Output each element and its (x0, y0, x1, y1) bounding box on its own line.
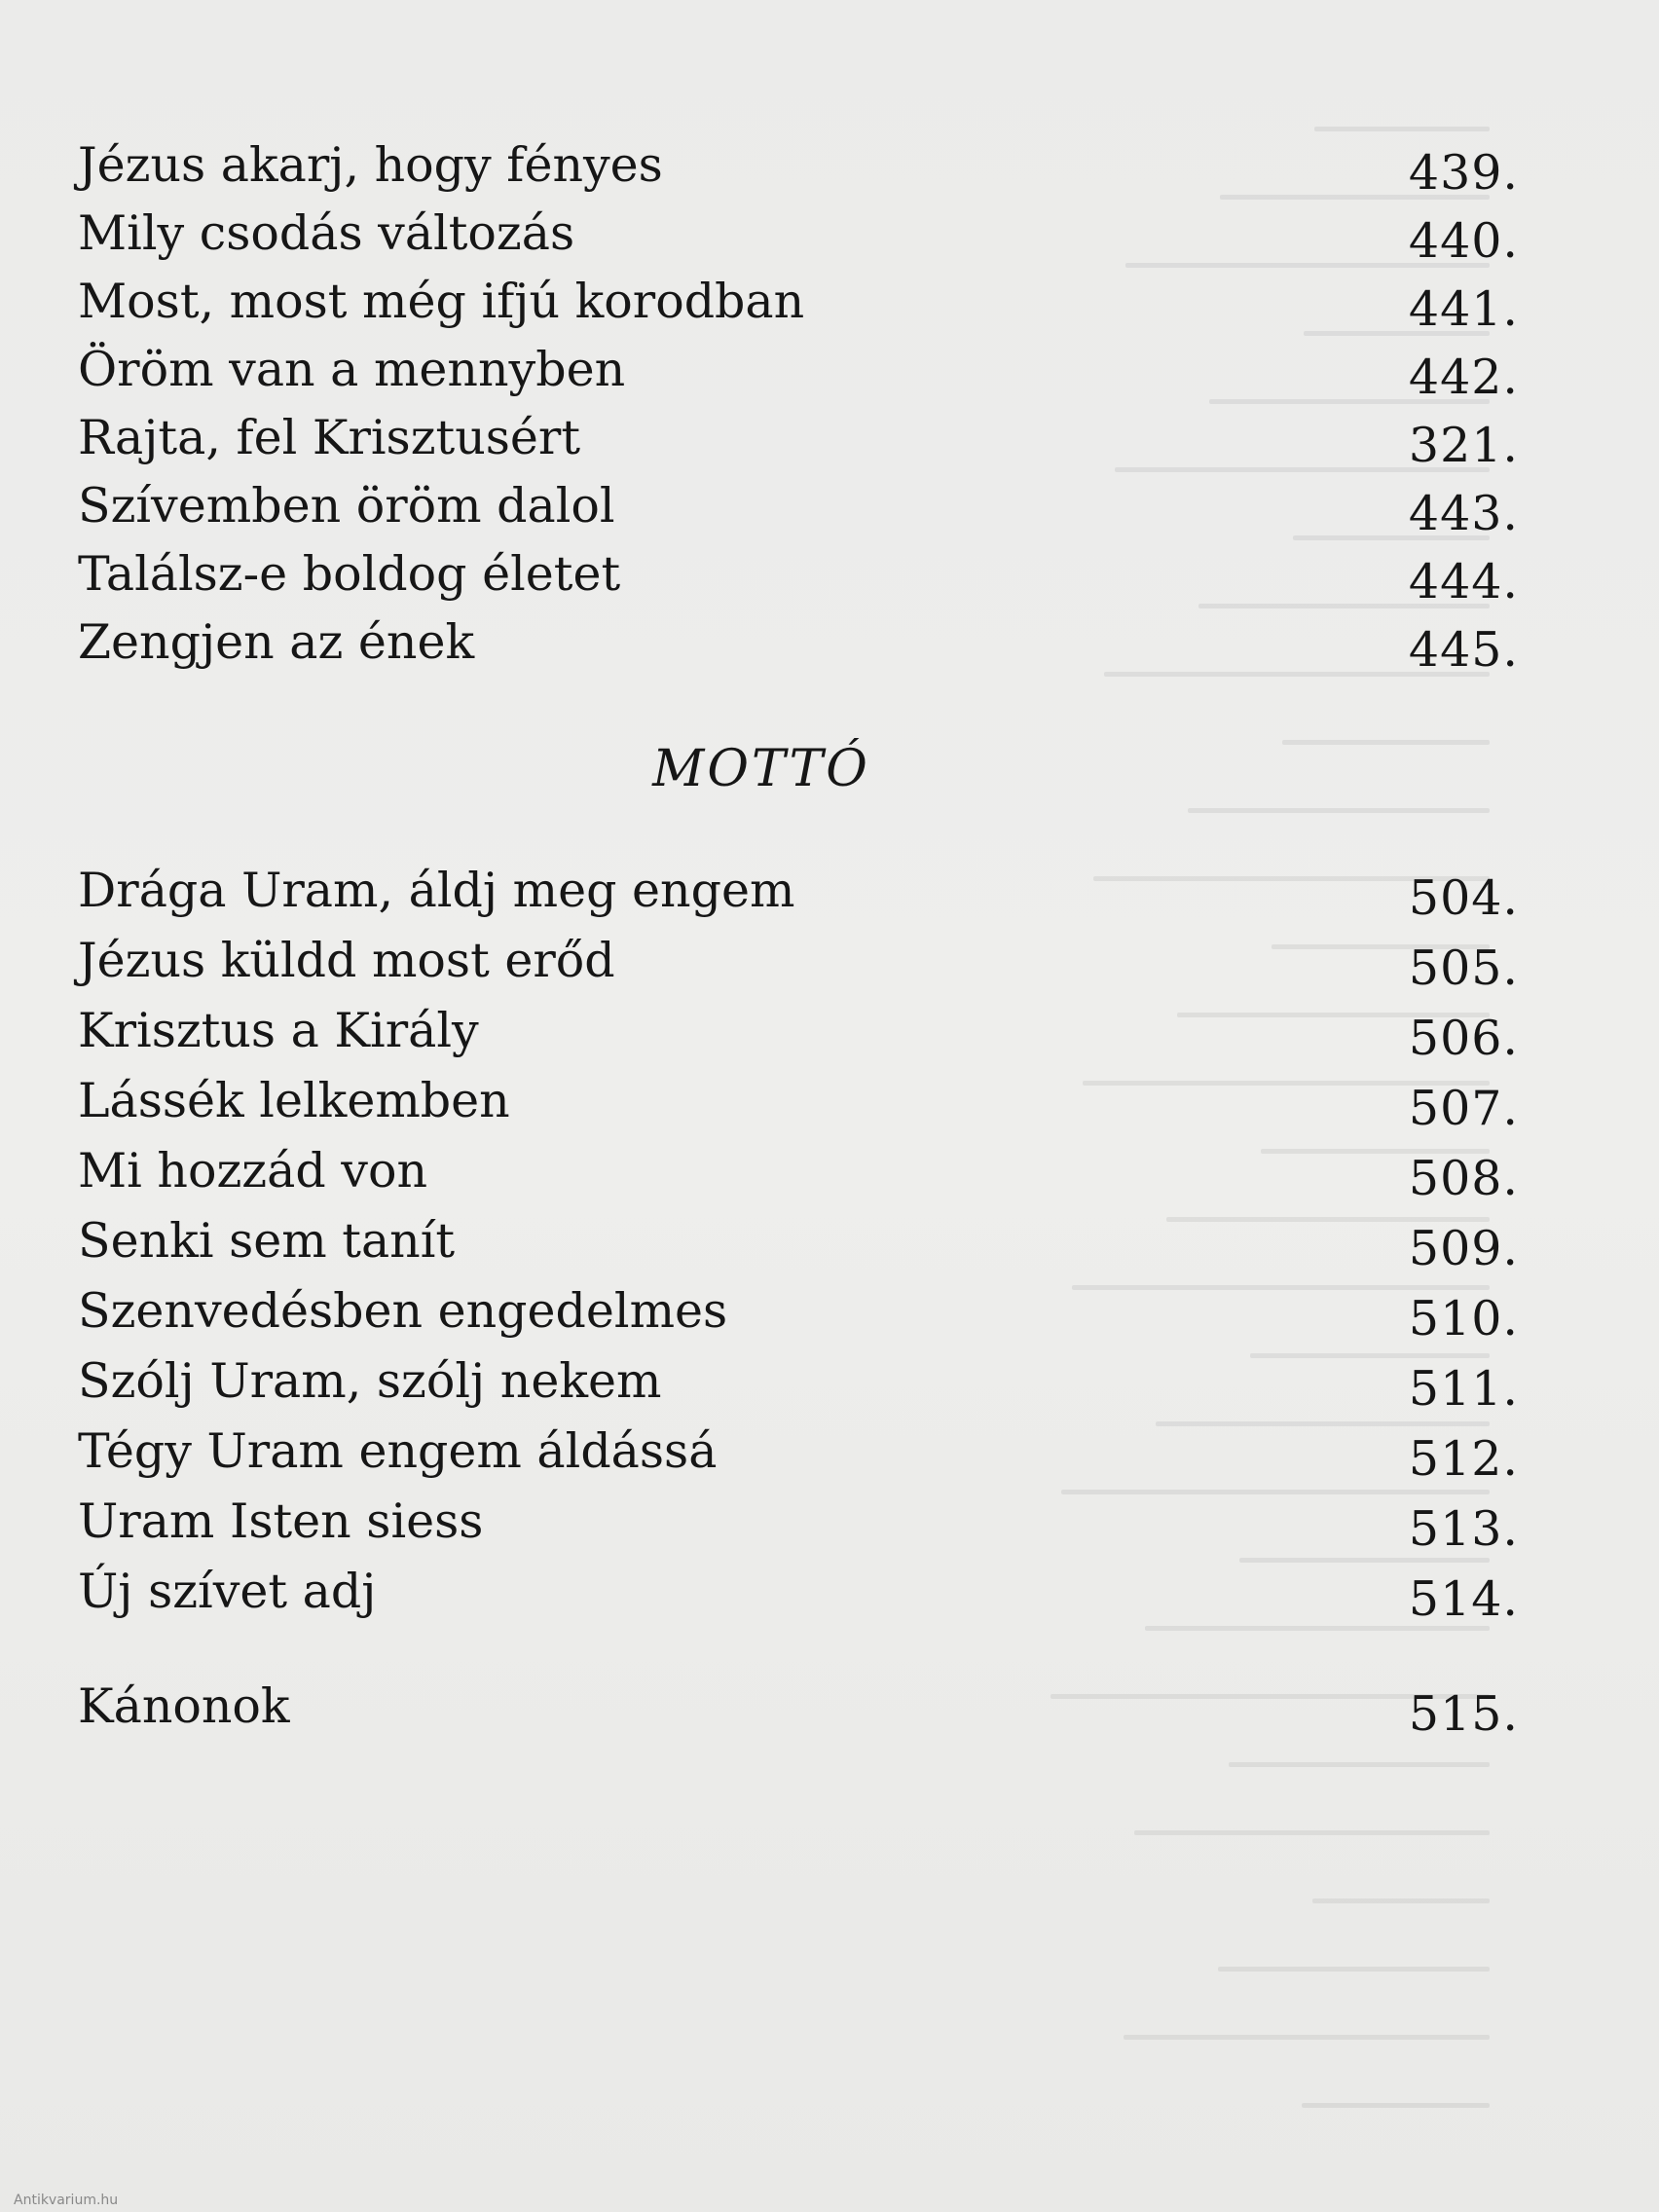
hymn-number: 442. (1408, 350, 1519, 405)
hymn-title: Zengjen az ének (78, 614, 475, 670)
hymn-title: Mily csodás változás (78, 205, 575, 261)
hymn-number: 514. (1408, 1571, 1519, 1627)
hymn-number: 507. (1408, 1081, 1519, 1136)
show-through-line (1229, 1762, 1490, 1767)
hymn-title: Szívemben öröm dalol (78, 478, 615, 534)
show-through-line (1302, 2103, 1490, 2108)
hymn-number: 511. (1408, 1361, 1519, 1417)
hymn-title: Mi hozzád von (78, 1143, 428, 1198)
hymn-number: 505. (1408, 940, 1519, 996)
list-item (78, 268, 1519, 336)
list-item (78, 540, 1519, 608)
section-heading (0, 735, 1659, 803)
hymn-title: Lássék lelkemben (78, 1073, 510, 1128)
hymn-title: Szólj Uram, szólj nekem (78, 1353, 662, 1409)
list-item (78, 1277, 1519, 1346)
list-item (78, 1418, 1519, 1486)
show-through-line (1312, 1899, 1490, 1903)
hymn-number: 510. (1408, 1291, 1519, 1346)
section-heading-text: MOTTÓ (652, 740, 870, 798)
list-item (78, 927, 1519, 995)
hymn-number: 439. (1408, 145, 1519, 201)
list-item (78, 1347, 1519, 1416)
list-item (78, 131, 1519, 200)
hymn-title: Szenvedésben engedelmes (78, 1283, 728, 1339)
list-item (78, 1558, 1519, 1626)
hymn-number: 444. (1408, 554, 1519, 609)
hymn-number: 512. (1408, 1431, 1519, 1487)
hymn-title: Most, most még ifjú korodban (78, 274, 805, 329)
watermark: Antikvarium.hu (14, 2193, 119, 2208)
hymn-number: 509. (1408, 1221, 1519, 1276)
hymn-title: Jézus akarj, hogy fényes (78, 137, 663, 193)
hymn-number: 321. (1408, 418, 1519, 473)
list-item (78, 336, 1519, 404)
hymn-number: 440. (1408, 213, 1519, 269)
list-item (78, 1067, 1519, 1135)
hymn-title: Senki sem tanít (78, 1213, 456, 1269)
hymn-title: Öröm van a mennyben (78, 342, 626, 397)
hymn-title: Uram Isten siess (78, 1493, 484, 1549)
list-item (78, 1488, 1519, 1556)
hymn-title: Rajta, fel Krisztusért (78, 410, 581, 465)
list-item (78, 857, 1519, 925)
hymn-number: 508. (1408, 1151, 1519, 1206)
hymn-number: 515. (1408, 1686, 1519, 1742)
hymn-title: Jézus küldd most erőd (78, 933, 615, 988)
list-item (78, 1673, 1519, 1741)
list-item (78, 404, 1519, 472)
hymn-number: 513. (1408, 1501, 1519, 1557)
show-through-line (1218, 1967, 1490, 1972)
hymn-title: Tégy Uram engem áldássá (78, 1423, 718, 1479)
hymn-title: Krisztus a Király (78, 1003, 479, 1058)
show-through-line (1188, 808, 1490, 813)
hymn-number: 441. (1408, 281, 1519, 337)
hymn-title: Új szívet adj (78, 1564, 377, 1619)
hymn-number: 504. (1408, 870, 1519, 926)
show-through-line (1124, 2035, 1490, 2040)
list-item (78, 472, 1519, 540)
list-item (78, 997, 1519, 1065)
list-item (78, 1137, 1519, 1205)
list-item (78, 200, 1519, 268)
hymn-number: 443. (1408, 486, 1519, 541)
hymn-number: 445. (1408, 622, 1519, 678)
hymn-number: 506. (1408, 1011, 1519, 1066)
hymn-title: Drága Uram, áldj meg engem (78, 863, 795, 918)
hymn-title: Találsz-e boldog életet (78, 546, 621, 602)
show-through-line (1134, 1830, 1490, 1835)
list-item (78, 1207, 1519, 1275)
hymn-title: Kánonok (78, 1678, 290, 1734)
list-item (78, 608, 1519, 677)
